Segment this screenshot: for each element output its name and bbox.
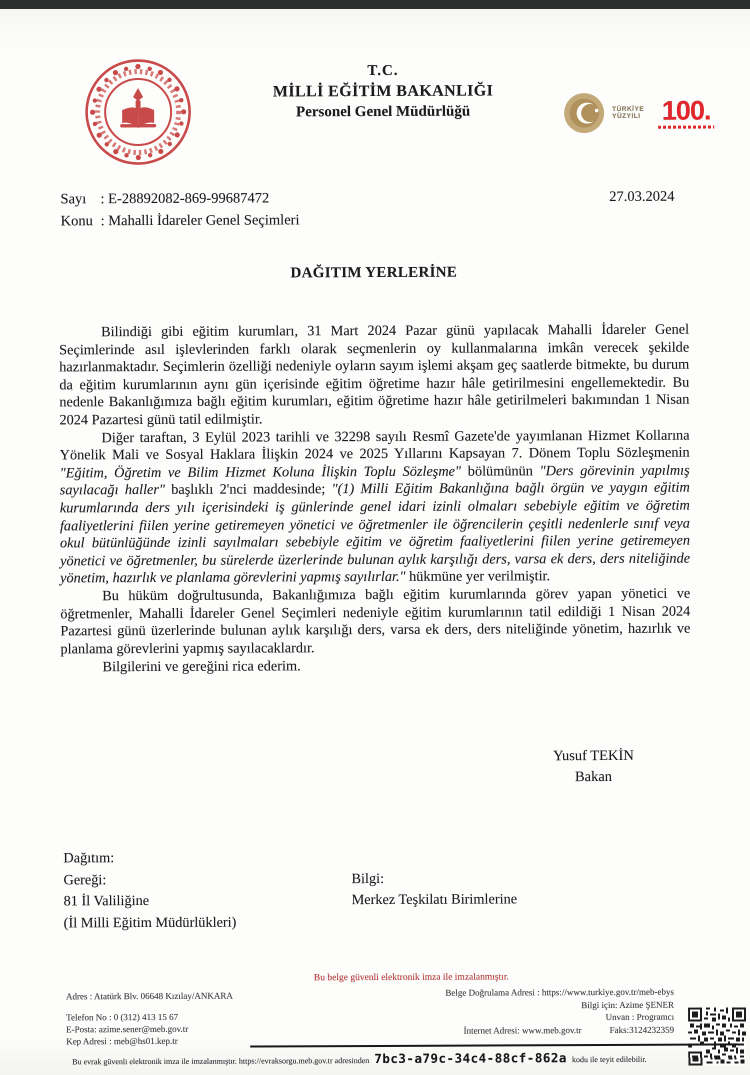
republic-label: T.C. xyxy=(367,62,399,80)
konu-label: Konu xyxy=(60,213,93,230)
addressee-heading: DAĞITIM YERLERİNE xyxy=(290,264,458,282)
footer-contact-person: Bilgi için: Azime ŞENER xyxy=(581,999,675,1010)
sayi-value: : E-28892082-869-99687472 xyxy=(100,190,270,208)
letter-paper xyxy=(0,9,750,1075)
qr-code-icon xyxy=(688,1007,746,1065)
e-signature-notice: Bu belge güvenli elektronik imza ile imzalanmıştır. xyxy=(313,972,509,984)
konu-value: : Mahalli İdareler Genel Seçimleri xyxy=(100,212,300,230)
footer-contact-title: Unvan : Programcı xyxy=(605,1011,675,1022)
footer-email: E-Posta: azime.sener@meb.gov.tr xyxy=(66,1023,189,1035)
footer-fax: Faks:3124232359 xyxy=(609,1024,675,1035)
footer-block xyxy=(2,967,750,1067)
centennial-sub-tagline xyxy=(658,125,714,128)
footer-kep: Kep Adresi : meb@hs01.kep.tr xyxy=(66,1035,178,1047)
signature-block xyxy=(521,746,666,789)
turkiye-yuzyili-logo-icon xyxy=(563,92,605,134)
distribution-title: Dağıtım: xyxy=(63,850,115,867)
distribution-geregi-line2: (İl Milli Eğitim Müdürlükleri) xyxy=(63,914,237,931)
distribution-geregi-heading: Gereği: xyxy=(63,871,107,888)
sayi-label: Sayı xyxy=(60,191,87,208)
footer-verification-address: Belge Doğrulama Adresi : https://www.turkiye.gov.tr/meb-ebys xyxy=(445,986,674,998)
ministry-name: MİLLİ EĞİTİM BAKANLIĞI xyxy=(272,82,494,101)
verification-post-text: kodu ile teyit edilebilir. xyxy=(571,1054,647,1065)
signer-name: Yusuf TEKİN xyxy=(553,747,634,765)
document-date: 27.03.2024 xyxy=(609,188,675,205)
paragraph-2: Diğer taraftan, 3 Eylül 2023 tarihli ve 32298 sayılı Resmî Gazete'de yayımlanan Hizmet Kollarına Yönelik Mali ve Sosyal Haklara İlişkin 2024 ve 2025 Yıllarını Kapsayan 7. Dönem Toplu Sözleşmenin "Eğitim, Öğretim ve Bilim Hizmet Koluna İlişkin Toplu Sözleşme" bölümünün "Ders görevinin yapılmış sayılacağı haller" başlıklı 2'nci maddesinde; "(1) Milli Eğitim Bakanlığına bağlı örgün ve yaygın eğitim kurumlarında ders yılı içerisindeki iş günlerinde genel idari izinli olmaları sebebiyle eğitim ve öğretim faaliyetlerini fiilen yerine getiremeyen yönetici ve öğretmenler ile öğrencilerin çeşitli nedenlerle sınıf veya okul bütünlüğünde izinli sayılmaları sebebiyle eğitim ve öğretim faaliyetlerini fiilen yerine getiremeyen yönetici ve öğretmenler, bu sürelerde üzerlerinde bulunan aylık karşılığı ders, varsa ek ders, ders niteliğinde yönetim, hazırlık ve planlama görevlerini yapmış sayılırlar." hükmüne yer verilmiştir. xyxy=(59,427,691,587)
signer-title: Bakan xyxy=(574,768,613,786)
footer-contact-right xyxy=(302,986,674,1038)
verification-line xyxy=(72,1050,688,1068)
turkiye-yuzyili-label: TÜRKİYE YÜZYILI xyxy=(612,105,645,120)
distribution-block xyxy=(63,846,689,935)
centennial-100-logo-icon: 100. xyxy=(658,97,714,128)
distribution-bilgi-heading: Bilgi: xyxy=(351,870,385,887)
footer-address: Adres : Atatürk Blv. 06648 Kızılay/ANKARA xyxy=(65,990,233,1002)
footer-phone: Telefon No : 0 (312) 413 15 67 xyxy=(66,1011,179,1023)
footer-contact-left xyxy=(66,990,233,1048)
footer-divider-line xyxy=(250,1043,738,1047)
document-subject-row xyxy=(61,208,687,233)
verification-code: 7bc3-a79c-34c4-88cf-862a xyxy=(374,1050,567,1067)
footer-internet-address: İnternet Adresi: www.meb.gov.tr xyxy=(463,1024,582,1036)
paragraph-1: Bilindiği gibi eğitim kurumları, 31 Mart 2024 Pazar günü yapılacak Mahalli İdareler Genel Seçimlerinde asıl işlevlerinden farklı olarak seçmenlerin oy kullanmalarına imkân verecek şekilde hazırlanmaktadır. Seçimlerin özelliği nedeniyle oyların sayım işlemi akşam geç saatlerde bitmekte, bu durum da eğitim kurumlarının aynı gün içerisinde eğitim öğretime hazır hâle getirilmesini engellemektedir. Bu nedenle Bakanlığımıza bağlı eğitim kurumları, eğitim öğretime hazır hâle getirilmeleri bakımından 1 Nisan 2024 Pazartesi günü tatil edilmiştir. xyxy=(59,321,690,429)
document-number-row xyxy=(60,186,686,211)
distribution-geregi-line1: 81 İl Valiliğine xyxy=(63,892,150,910)
meb-ministry-emblem-icon xyxy=(84,58,192,166)
department-name: Personel Genel Müdürlüğü xyxy=(295,103,471,121)
verification-pre-text: Bu evrak güvenli elektronik imza ile imzalanmıştır. https://evraksorgu.meb.gov.tr adresinden xyxy=(72,1056,370,1067)
letter-body xyxy=(59,322,691,678)
distribution-bilgi-line1: Merkez Teşkilatı Birimlerine xyxy=(351,891,518,909)
paragraph-3: Bu hüküm doğrultusunda, Bakanlığımıza bağlı eğitim kurumlarında görev yapan yönetici ve öğretmenler, Mahalli İdareler Genel Seçimleri nedeniyle eğitim kurumlarının tatil edildiği 1 Nisan 2024 Pazartesi günü üzerlerinde bulunan aylık karşılığı ders, varsa ek ders, ders niteliğinde yönetim, hazırlık ve planlama görevlerini yapmış sayılacaklardır. xyxy=(60,585,691,658)
closing-line: Bilgilerini ve gereğini rica ederim. xyxy=(102,658,301,676)
